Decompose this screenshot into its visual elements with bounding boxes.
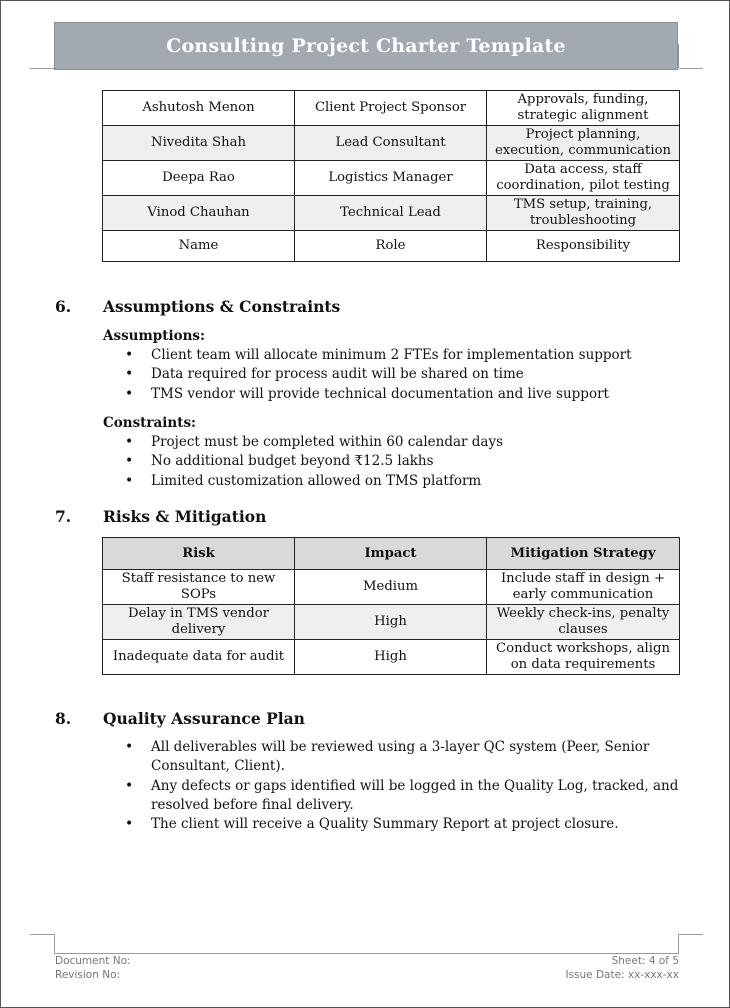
table-cell: Technical Lead [295, 196, 487, 231]
crop-mark [30, 68, 54, 69]
document-title: Consulting Project Charter Template [166, 35, 566, 57]
section-number: 8. [55, 709, 72, 728]
table-cell: High [295, 605, 487, 640]
table-cell: Logistics Manager [295, 161, 487, 196]
table-cell: Data access, staff coordination, pilot testing [487, 161, 680, 196]
list-item: • Client team will allocate minimum 2 FTEs for implementation support [103, 346, 683, 365]
list-item: • No additional budget beyond ₹12.5 lakhs [103, 452, 683, 471]
footer-revision-no: Revision No: [55, 969, 121, 981]
qa-list [103, 738, 683, 834]
header-bar [54, 22, 678, 70]
list-item: • TMS vendor will provide technical documentation and live support [103, 385, 683, 404]
table-cell: Lead Consultant [295, 126, 487, 161]
table-cell: Inadequate data for audit [103, 640, 295, 675]
table-cell: Name [103, 231, 295, 262]
column-header: Risk [103, 538, 295, 570]
table-cell: Weekly check-ins, penalty clauses [487, 605, 680, 640]
table-cell: TMS setup, training, troubleshooting [487, 196, 680, 231]
section-heading [55, 709, 305, 728]
section-number: 7. [55, 507, 72, 526]
table-cell: Delay in TMS vendor delivery [103, 605, 295, 640]
footer-document-no: Document No: [55, 955, 131, 967]
table-cell: Role [295, 231, 487, 262]
list-item: • Any defects or gaps identified will be logged in the Quality Log, tracked, and resolved before final delivery. [103, 777, 683, 816]
section-heading [55, 297, 340, 316]
table-cell: Approvals, funding, strategic alignment [487, 91, 680, 126]
table-row [103, 570, 680, 605]
section-title: Risks & Mitigation [103, 507, 267, 526]
table-cell: Nivedita Shah [103, 126, 295, 161]
subheading: Assumptions: [103, 328, 205, 344]
crop-mark [679, 934, 703, 935]
section-heading [55, 507, 266, 526]
table-row [103, 196, 680, 231]
list-item: • Limited customization allowed on TMS platform [103, 472, 683, 491]
section-title: Quality Assurance Plan [103, 709, 305, 728]
roles-table [102, 90, 680, 262]
table-cell: Client Project Sponsor [295, 91, 487, 126]
assumptions-list [103, 346, 683, 404]
table-cell: Staff resistance to new SOPs [103, 570, 295, 605]
table-cell: Ashutosh Menon [103, 91, 295, 126]
constraints-list [103, 433, 683, 491]
crop-mark [54, 934, 55, 954]
footer-rule [54, 953, 679, 954]
footer-issue-date: Issue Date: xx-xxx-xx [565, 969, 679, 981]
table-cell: Include staff in design + early communication [487, 570, 680, 605]
crop-mark [679, 68, 703, 69]
table-row [103, 231, 680, 262]
table-cell: Medium [295, 570, 487, 605]
crop-mark [678, 934, 679, 954]
table-header-row [103, 538, 680, 570]
table-cell: Conduct workshops, align on data requirements [487, 640, 680, 675]
section-number: 6. [55, 297, 72, 316]
subheading: Constraints: [103, 415, 197, 431]
crop-mark [30, 934, 54, 935]
table-cell: Project planning, execution, communication [487, 126, 680, 161]
table-row [103, 91, 680, 126]
list-item: • The client will receive a Quality Summary Report at project closure. [103, 815, 683, 834]
table-cell: High [295, 640, 487, 675]
column-header: Mitigation Strategy [487, 538, 680, 570]
list-item: • All deliverables will be reviewed using a 3-layer QC system (Peer, Senior Consultant, Client). [103, 738, 683, 777]
column-header: Impact [295, 538, 487, 570]
table-row [103, 605, 680, 640]
table-cell: Vinod Chauhan [103, 196, 295, 231]
list-item: • Project must be completed within 60 calendar days [103, 433, 683, 452]
table-cell: Responsibility [487, 231, 680, 262]
section-title: Assumptions & Constraints [103, 297, 341, 316]
table-row [103, 126, 680, 161]
table-row [103, 640, 680, 675]
footer-sheet: Sheet: 4 of 5 [611, 955, 679, 967]
table-row [103, 161, 680, 196]
list-item: • Data required for process audit will be shared on time [103, 365, 683, 384]
crop-mark [678, 44, 679, 68]
table-cell: Deepa Rao [103, 161, 295, 196]
risks-table [102, 537, 680, 675]
